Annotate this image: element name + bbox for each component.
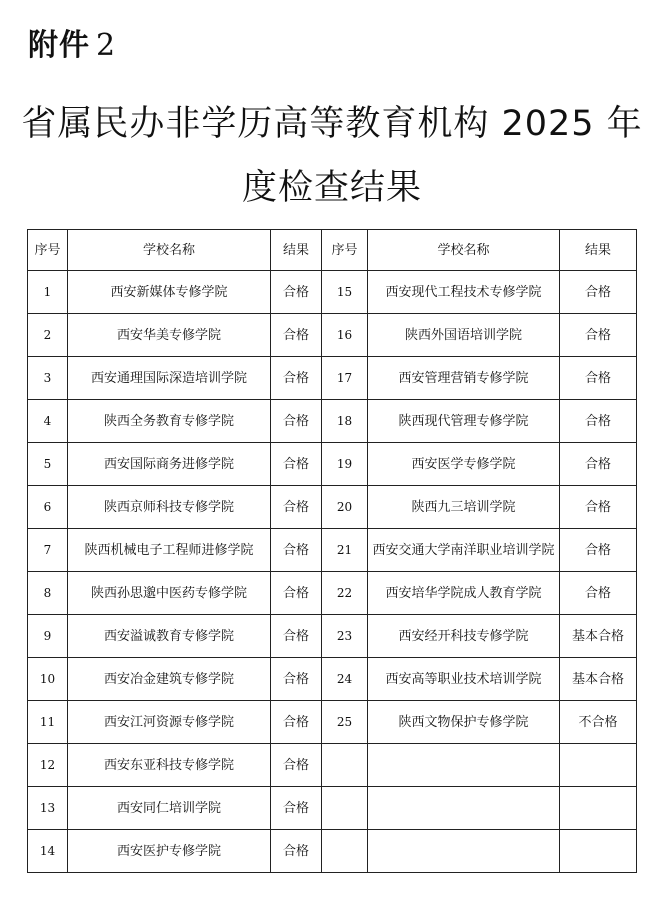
right-result-cell: 基本合格 [560,658,637,701]
right-result-cell [560,744,637,787]
left-name-cell: 陕西孙思邈中医药专修学院 [68,572,271,615]
right-result-cell: 合格 [560,271,637,314]
right-index-cell: 21 [322,529,368,572]
table-row [28,572,637,615]
right-name-cell: 陕西九三培训学院 [368,486,560,529]
left-index-cell: 5 [28,443,68,486]
left-index-cell: 10 [28,658,68,701]
right-result-cell: 合格 [560,357,637,400]
table-row [28,744,637,787]
left-result-cell: 合格 [271,572,322,615]
right-result-cell [560,787,637,830]
right-name-cell: 西安培华学院成人教育学院 [368,572,560,615]
document-title-line1: 省属民办非学历高等教育机构 2025 年 [21,104,643,144]
left-result-cell: 合格 [271,529,322,572]
table-header-row [28,230,637,271]
right-index-cell: 16 [322,314,368,357]
left-result-cell: 合格 [271,486,322,529]
header-left-result: 结果 [271,230,322,271]
right-index-cell: 22 [322,572,368,615]
left-name-cell: 西安通理国际深造培训学院 [68,357,271,400]
left-result-cell: 合格 [271,314,322,357]
left-name-cell: 西安华美专修学院 [68,314,271,357]
attachment-text: 附件 [28,28,90,63]
right-result-cell: 合格 [560,443,637,486]
left-index-cell: 12 [28,744,68,787]
left-result-cell: 合格 [271,787,322,830]
document-title-line2: 度检查结果 [241,168,422,208]
left-result-cell: 合格 [271,658,322,701]
right-name-cell [368,787,560,830]
header-right-result: 结果 [560,230,637,271]
left-index-cell: 9 [28,615,68,658]
right-result-cell: 基本合格 [560,615,637,658]
left-result-cell: 合格 [271,744,322,787]
left-result-cell: 合格 [271,357,322,400]
right-index-cell [322,744,368,787]
table-row [28,357,637,400]
table-row [28,658,637,701]
left-name-cell: 陕西机械电子工程师进修学院 [68,529,271,572]
right-result-cell: 合格 [560,314,637,357]
left-name-cell: 陕西京师科技专修学院 [68,486,271,529]
table-row [28,830,637,873]
left-index-cell: 7 [28,529,68,572]
left-index-cell: 4 [28,400,68,443]
left-name-cell: 西安同仁培训学院 [68,787,271,830]
left-result-cell: 合格 [271,701,322,744]
right-name-cell: 西安现代工程技术专修学院 [368,271,560,314]
right-index-cell: 24 [322,658,368,701]
right-name-cell: 西安管理营销专修学院 [368,357,560,400]
right-name-cell: 陕西文物保护专修学院 [368,701,560,744]
left-index-cell: 14 [28,830,68,873]
left-name-cell: 陕西全务教育专修学院 [68,400,271,443]
right-name-cell: 西安医学专修学院 [368,443,560,486]
right-index-cell: 19 [322,443,368,486]
right-name-cell [368,830,560,873]
left-index-cell: 13 [28,787,68,830]
right-name-cell: 陕西外国语培训学院 [368,314,560,357]
right-index-cell: 23 [322,615,368,658]
table-row [28,529,637,572]
left-name-cell: 西安冶金建筑专修学院 [68,658,271,701]
left-result-cell: 合格 [271,615,322,658]
left-result-cell: 合格 [271,443,322,486]
left-index-cell: 8 [28,572,68,615]
table-row [28,443,637,486]
table-row [28,314,637,357]
results-table [27,229,637,873]
left-name-cell: 西安医护专修学院 [68,830,271,873]
right-name-cell: 西安经开科技专修学院 [368,615,560,658]
right-index-cell: 20 [322,486,368,529]
header-left-no: 序号 [28,230,68,271]
left-result-cell: 合格 [271,830,322,873]
header-right-name: 学校名称 [368,230,560,271]
left-result-cell: 合格 [271,400,322,443]
right-result-cell: 合格 [560,529,637,572]
table-row [28,787,637,830]
left-result-cell: 合格 [271,271,322,314]
table-row [28,486,637,529]
attachment-label [28,20,116,64]
table-row [28,615,637,658]
table-row [28,701,637,744]
header-left-name: 学校名称 [68,230,271,271]
right-name-cell: 西安高等职业技术培训学院 [368,658,560,701]
right-result-cell: 合格 [560,486,637,529]
right-index-cell: 15 [322,271,368,314]
right-result-cell: 不合格 [560,701,637,744]
right-index-cell [322,787,368,830]
right-index-cell [322,830,368,873]
table-row [28,271,637,314]
left-name-cell: 西安江河资源专修学院 [68,701,271,744]
right-name-cell [368,744,560,787]
left-name-cell: 西安国际商务进修学院 [68,443,271,486]
table-row [28,400,637,443]
left-name-cell: 西安溢诚教育专修学院 [68,615,271,658]
right-name-cell: 陕西现代管理专修学院 [368,400,560,443]
left-index-cell: 3 [28,357,68,400]
attachment-number: 2 [96,28,117,63]
right-name-cell: 西安交通大学南洋职业培训学院 [368,529,560,572]
left-index-cell: 6 [28,486,68,529]
left-index-cell: 2 [28,314,68,357]
left-name-cell: 西安东亚科技专修学院 [68,744,271,787]
right-result-cell [560,830,637,873]
right-result-cell: 合格 [560,572,637,615]
left-name-cell: 西安新媒体专修学院 [68,271,271,314]
left-index-cell: 11 [28,701,68,744]
right-result-cell: 合格 [560,400,637,443]
left-index-cell: 1 [28,271,68,314]
right-index-cell: 18 [322,400,368,443]
right-index-cell: 17 [322,357,368,400]
right-index-cell: 25 [322,701,368,744]
header-right-no: 序号 [322,230,368,271]
